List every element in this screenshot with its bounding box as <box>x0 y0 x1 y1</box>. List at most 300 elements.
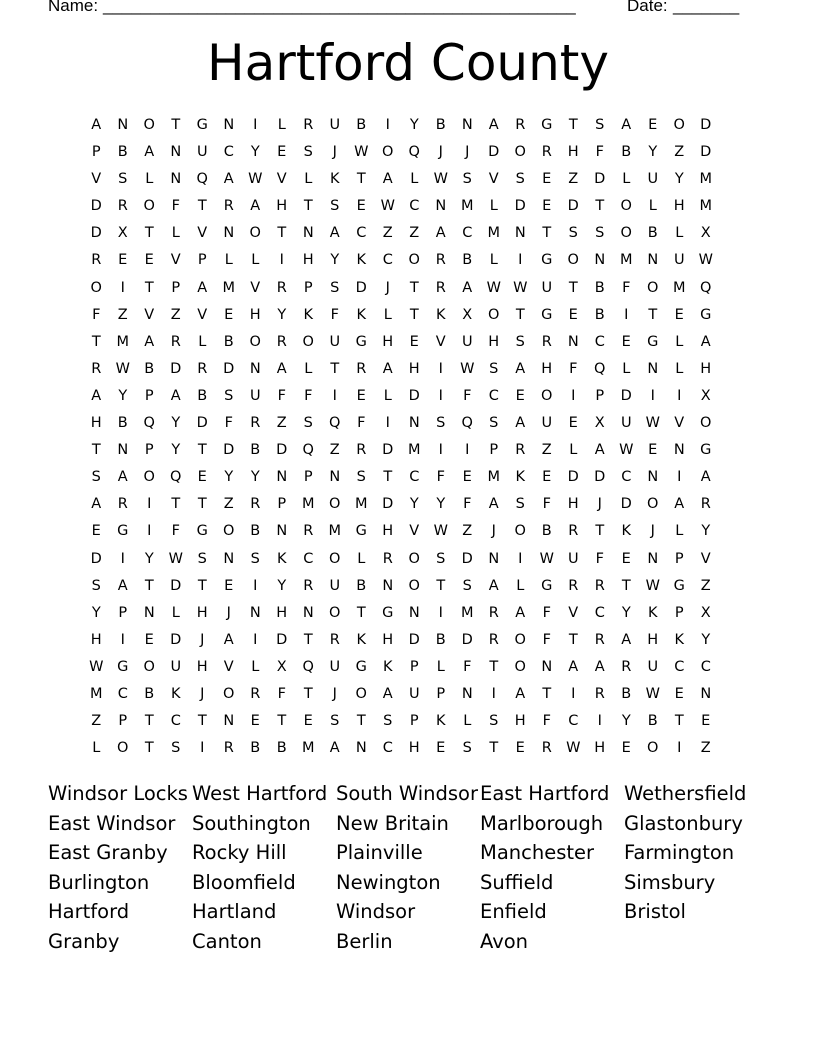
grid-letter[interactable]: Q <box>594 360 606 377</box>
grid-letter[interactable]: F <box>277 387 286 404</box>
grid-letter[interactable]: E <box>648 117 658 133</box>
grid-letter[interactable]: M <box>460 604 474 621</box>
grid-letter[interactable]: A <box>91 117 102 133</box>
grid-letter[interactable]: T <box>171 496 181 513</box>
grid-letter[interactable]: Y <box>674 171 684 188</box>
grid-letter[interactable]: S <box>489 713 499 730</box>
grid-letter[interactable]: H <box>514 713 526 730</box>
grid-letter[interactable]: R <box>250 415 261 432</box>
grid-letter[interactable]: I <box>332 387 337 404</box>
grid-letter[interactable]: H <box>382 333 394 350</box>
grid-letter[interactable]: M <box>487 469 500 486</box>
grid-letter[interactable]: L <box>675 225 684 242</box>
grid-letter[interactable]: T <box>277 713 287 730</box>
grid-letter[interactable]: R <box>117 496 128 513</box>
grid-letter[interactable]: E <box>542 198 552 215</box>
grid-letter[interactable]: Y <box>144 550 154 567</box>
grid-letter[interactable]: Q <box>196 171 208 188</box>
grid-letter[interactable]: J <box>332 685 337 702</box>
grid-letter[interactable]: Z <box>700 577 711 594</box>
grid-letter[interactable]: R <box>382 550 393 567</box>
grid-letter[interactable]: D <box>90 550 102 567</box>
grid-letter[interactable]: Y <box>409 117 419 133</box>
grid-letter[interactable]: N <box>249 604 261 621</box>
grid-letter[interactable]: O <box>673 117 685 133</box>
grid-letter[interactable]: O <box>541 387 553 404</box>
grid-letter[interactable]: N <box>223 117 235 133</box>
grid-letter[interactable]: H <box>647 631 659 648</box>
grid-letter[interactable]: R <box>488 604 499 621</box>
grid-letter[interactable]: N <box>647 360 659 377</box>
grid-letter[interactable]: I <box>465 442 470 459</box>
grid-letter[interactable]: K <box>356 631 366 648</box>
grid-letter[interactable]: E <box>197 469 207 486</box>
grid-letter[interactable]: V <box>197 225 208 242</box>
grid-letter[interactable]: I <box>253 117 258 133</box>
grid-letter[interactable]: I <box>253 631 258 648</box>
grid-letter[interactable]: U <box>461 333 473 350</box>
grid-letter[interactable]: X <box>276 658 287 675</box>
grid-letter[interactable]: L <box>304 171 313 188</box>
grid-letter[interactable]: L <box>436 658 445 675</box>
grid-letter[interactable]: C <box>594 333 605 350</box>
grid-letter[interactable]: K <box>382 658 393 675</box>
grid-letter[interactable]: Y <box>224 469 234 486</box>
grid-letter[interactable]: S <box>515 496 525 513</box>
grid-letter[interactable]: J <box>597 496 602 513</box>
grid-letter[interactable]: U <box>408 685 420 702</box>
grid-letter[interactable]: S <box>515 333 525 350</box>
grid-letter[interactable]: I <box>677 469 682 486</box>
grid-letter[interactable]: K <box>621 523 631 540</box>
grid-letter[interactable]: B <box>356 117 367 133</box>
grid-letter[interactable]: S <box>383 713 393 730</box>
grid-letter[interactable]: A <box>250 198 261 215</box>
grid-letter[interactable]: D <box>382 496 394 513</box>
grid-letter[interactable]: Y <box>701 631 711 648</box>
grid-letter[interactable]: O <box>143 117 155 133</box>
grid-letter[interactable]: S <box>356 469 366 486</box>
grid-letter[interactable]: D <box>567 198 579 215</box>
grid-letter[interactable]: R <box>541 144 552 161</box>
grid-letter[interactable]: D <box>700 144 712 161</box>
grid-letter[interactable]: E <box>568 415 578 432</box>
grid-letter[interactable]: I <box>597 713 602 730</box>
grid-letter[interactable]: A <box>197 279 208 296</box>
grid-letter[interactable]: F <box>542 604 551 621</box>
grid-letter[interactable]: E <box>250 713 260 730</box>
grid-letter[interactable]: A <box>91 387 102 404</box>
grid-letter[interactable]: O <box>329 550 341 567</box>
grid-letter[interactable]: B <box>594 306 605 323</box>
grid-letter[interactable]: G <box>196 117 208 133</box>
grid-letter[interactable]: H <box>408 360 420 377</box>
grid-letter[interactable]: U <box>541 415 553 432</box>
grid-letter[interactable]: K <box>647 604 658 621</box>
grid-letter[interactable]: H <box>196 604 208 621</box>
grid-letter[interactable]: M <box>487 225 500 242</box>
grid-letter[interactable]: M <box>699 198 712 215</box>
grid-letter[interactable]: I <box>491 685 496 702</box>
grid-letter[interactable]: H <box>594 740 606 757</box>
grid-letter[interactable]: V <box>674 415 685 432</box>
grid-letter[interactable]: W <box>645 415 660 432</box>
grid-letter[interactable]: F <box>622 279 631 296</box>
grid-letter[interactable]: E <box>701 713 711 730</box>
grid-letter[interactable]: X <box>594 415 605 432</box>
grid-letter[interactable]: G <box>117 658 129 675</box>
grid-letter[interactable]: F <box>436 469 445 486</box>
grid-letter[interactable]: U <box>673 252 685 269</box>
grid-letter[interactable]: T <box>197 713 207 730</box>
grid-letter[interactable]: A <box>594 442 605 459</box>
grid-letter[interactable]: N <box>302 225 314 242</box>
grid-letter[interactable]: O <box>647 279 659 296</box>
grid-letter[interactable]: W <box>566 740 581 757</box>
grid-letter[interactable]: N <box>567 333 579 350</box>
grid-letter[interactable]: O <box>90 279 102 296</box>
grid-letter[interactable]: O <box>567 252 579 269</box>
grid-letter[interactable]: O <box>647 740 659 757</box>
grid-letter[interactable]: N <box>223 550 235 567</box>
grid-letter[interactable]: L <box>516 577 525 594</box>
grid-letter[interactable]: N <box>647 469 659 486</box>
grid-letter[interactable]: B <box>144 685 155 702</box>
grid-letter[interactable]: T <box>91 442 101 459</box>
grid-letter[interactable]: I <box>677 387 682 404</box>
grid-letter[interactable]: V <box>488 171 499 188</box>
grid-letter[interactable]: X <box>700 225 711 242</box>
grid-letter[interactable]: D <box>620 496 632 513</box>
grid-letter[interactable]: R <box>223 740 234 757</box>
grid-letter[interactable]: B <box>144 360 155 377</box>
grid-letter[interactable]: R <box>117 198 128 215</box>
grid-letter[interactable]: R <box>594 631 605 648</box>
grid-letter[interactable]: D <box>461 550 473 567</box>
grid-letter[interactable]: S <box>330 279 340 296</box>
grid-letter[interactable]: P <box>277 496 287 513</box>
grid-letter[interactable]: C <box>674 658 685 675</box>
grid-letter[interactable]: G <box>541 577 553 594</box>
grid-letter[interactable]: H <box>249 306 261 323</box>
grid-letter[interactable]: P <box>118 604 128 621</box>
grid-letter[interactable]: P <box>303 279 313 296</box>
grid-letter[interactable]: M <box>619 252 633 269</box>
grid-letter[interactable]: T <box>356 713 366 730</box>
grid-letter[interactable]: B <box>356 577 367 594</box>
grid-letter[interactable]: G <box>700 442 712 459</box>
grid-letter[interactable]: C <box>409 198 420 215</box>
grid-letter[interactable]: G <box>541 117 553 133</box>
grid-letter[interactable]: L <box>489 198 498 215</box>
grid-letter[interactable]: X <box>700 604 711 621</box>
name-field[interactable]: __________________________________________________ <box>103 0 576 15</box>
grid-letter[interactable]: C <box>382 252 393 269</box>
grid-letter[interactable]: L <box>277 117 286 133</box>
grid-letter[interactable]: E <box>118 252 128 269</box>
grid-letter[interactable]: B <box>462 252 473 269</box>
grid-letter[interactable]: E <box>409 333 419 350</box>
grid-letter[interactable]: V <box>197 306 208 323</box>
grid-letter[interactable]: F <box>463 387 472 404</box>
grid-letter[interactable]: Y <box>118 387 128 404</box>
grid-letter[interactable]: B <box>621 685 632 702</box>
grid-letter[interactable]: D <box>223 442 235 459</box>
grid-letter[interactable]: Y <box>330 252 340 269</box>
grid-letter[interactable]: E <box>621 740 631 757</box>
grid-letter[interactable]: F <box>463 658 472 675</box>
grid-letter[interactable]: R <box>621 658 632 675</box>
grid-letter[interactable]: O <box>143 658 155 675</box>
grid-letter[interactable]: W <box>486 279 501 296</box>
grid-letter[interactable]: W <box>248 171 263 188</box>
grid-letter[interactable]: T <box>171 117 181 133</box>
grid-letter[interactable]: F <box>277 685 286 702</box>
grid-letter[interactable]: S <box>197 550 207 567</box>
grid-letter[interactable]: N <box>647 550 659 567</box>
grid-letter[interactable]: O <box>620 225 632 242</box>
grid-letter[interactable]: W <box>115 360 130 377</box>
grid-letter[interactable]: A <box>488 117 499 133</box>
grid-letter[interactable]: I <box>385 415 390 432</box>
grid-letter[interactable]: F <box>224 415 233 432</box>
grid-letter[interactable]: V <box>170 252 181 269</box>
grid-letter[interactable]: D <box>170 577 182 594</box>
grid-letter[interactable]: A <box>700 469 711 486</box>
grid-letter[interactable]: I <box>438 604 443 621</box>
grid-letter[interactable]: A <box>435 225 446 242</box>
grid-letter[interactable]: D <box>276 631 288 648</box>
grid-letter[interactable]: R <box>515 117 526 133</box>
grid-letter[interactable]: Y <box>250 144 260 161</box>
grid-letter[interactable]: O <box>223 523 235 540</box>
grid-letter[interactable]: E <box>621 550 631 567</box>
grid-letter[interactable]: T <box>303 685 313 702</box>
grid-letter[interactable]: Q <box>700 279 712 296</box>
grid-letter[interactable]: G <box>673 577 685 594</box>
grid-letter[interactable]: W <box>460 360 475 377</box>
grid-letter[interactable]: I <box>438 360 443 377</box>
grid-letter[interactable]: A <box>594 658 605 675</box>
grid-letter[interactable]: N <box>276 469 288 486</box>
grid-letter[interactable]: A <box>515 685 526 702</box>
grid-letter[interactable]: G <box>382 604 394 621</box>
grid-letter[interactable]: P <box>674 550 684 567</box>
grid-letter[interactable]: J <box>200 631 205 648</box>
grid-letter[interactable]: Y <box>171 442 181 459</box>
grid-letter[interactable]: T <box>409 279 419 296</box>
grid-letter[interactable]: O <box>408 577 420 594</box>
grid-letter[interactable]: E <box>674 306 684 323</box>
grid-letter[interactable]: H <box>700 360 712 377</box>
grid-letter[interactable]: L <box>463 713 472 730</box>
grid-letter[interactable]: Y <box>621 713 631 730</box>
grid-letter[interactable]: J <box>491 523 496 540</box>
grid-letter[interactable]: T <box>91 333 101 350</box>
grid-letter[interactable]: A <box>223 631 234 648</box>
grid-letter[interactable]: R <box>700 496 711 513</box>
grid-letter[interactable]: P <box>409 658 419 675</box>
grid-letter[interactable]: N <box>488 550 500 567</box>
grid-letter[interactable]: Z <box>223 496 234 513</box>
grid-letter[interactable]: L <box>410 171 419 188</box>
grid-letter[interactable]: T <box>303 198 313 215</box>
grid-letter[interactable]: Z <box>276 415 287 432</box>
grid-letter[interactable]: R <box>488 631 499 648</box>
grid-letter[interactable]: U <box>541 279 553 296</box>
grid-letter[interactable]: I <box>624 306 629 323</box>
grid-letter[interactable]: B <box>250 523 261 540</box>
grid-letter[interactable]: A <box>488 577 499 594</box>
grid-letter[interactable]: R <box>329 631 340 648</box>
grid-letter[interactable]: S <box>436 550 446 567</box>
grid-letter[interactable]: T <box>356 604 366 621</box>
grid-letter[interactable]: Q <box>302 442 314 459</box>
grid-letter[interactable]: A <box>276 360 287 377</box>
grid-letter[interactable]: V <box>91 171 102 188</box>
grid-letter[interactable]: O <box>514 144 526 161</box>
grid-letter[interactable]: D <box>620 387 632 404</box>
grid-letter[interactable]: P <box>409 713 419 730</box>
grid-letter[interactable]: I <box>120 550 125 567</box>
grid-letter[interactable]: W <box>698 252 713 269</box>
grid-letter[interactable]: M <box>354 496 368 513</box>
grid-letter[interactable]: Z <box>382 225 393 242</box>
grid-letter[interactable]: L <box>198 333 207 350</box>
grid-letter[interactable]: A <box>674 496 685 513</box>
grid-letter[interactable]: I <box>571 387 576 404</box>
grid-letter[interactable]: S <box>118 171 128 188</box>
grid-letter[interactable]: T <box>197 198 207 215</box>
grid-letter[interactable]: C <box>223 144 234 161</box>
grid-letter[interactable]: Q <box>329 415 341 432</box>
grid-letter[interactable]: K <box>329 171 340 188</box>
grid-letter[interactable]: Z <box>329 442 340 459</box>
grid-letter[interactable]: O <box>700 415 712 432</box>
grid-letter[interactable]: S <box>489 415 499 432</box>
grid-letter[interactable]: A <box>170 387 181 404</box>
grid-letter[interactable]: I <box>518 252 523 269</box>
grid-letter[interactable]: R <box>91 360 102 377</box>
grid-letter[interactable]: D <box>382 442 394 459</box>
grid-letter[interactable]: M <box>699 171 712 188</box>
grid-letter[interactable]: I <box>385 117 390 133</box>
grid-letter[interactable]: B <box>117 144 128 161</box>
grid-letter[interactable]: L <box>675 360 684 377</box>
grid-letter[interactable]: G <box>355 658 367 675</box>
grid-letter[interactable]: E <box>462 469 472 486</box>
grid-letter[interactable]: W <box>539 550 554 567</box>
grid-letter[interactable]: H <box>276 198 288 215</box>
grid-letter[interactable]: Z <box>117 306 128 323</box>
grid-letter[interactable]: V <box>409 523 420 540</box>
grid-letter[interactable]: L <box>569 442 578 459</box>
grid-letter[interactable]: T <box>144 713 154 730</box>
grid-letter[interactable]: N <box>223 225 235 242</box>
grid-letter[interactable]: M <box>116 333 129 350</box>
grid-letter[interactable]: P <box>171 279 181 296</box>
grid-letter[interactable]: W <box>619 442 634 459</box>
grid-letter[interactable]: T <box>383 469 393 486</box>
grid-letter[interactable]: O <box>117 740 129 757</box>
grid-letter[interactable]: C <box>488 387 499 404</box>
grid-letter[interactable]: W <box>380 198 395 215</box>
grid-letter[interactable]: T <box>542 225 552 242</box>
grid-letter[interactable]: M <box>672 279 686 296</box>
grid-letter[interactable]: U <box>329 333 341 350</box>
grid-letter[interactable]: O <box>302 333 314 350</box>
grid-letter[interactable]: N <box>647 252 659 269</box>
grid-letter[interactable]: U <box>620 415 632 432</box>
grid-letter[interactable]: N <box>435 198 447 215</box>
grid-letter[interactable]: K <box>303 306 313 323</box>
grid-letter[interactable]: W <box>513 279 528 296</box>
grid-letter[interactable]: Q <box>143 415 155 432</box>
grid-letter[interactable]: B <box>621 144 632 161</box>
grid-letter[interactable]: E <box>515 740 525 757</box>
grid-letter[interactable]: S <box>595 225 605 242</box>
grid-letter[interactable]: G <box>541 252 553 269</box>
grid-letter[interactable]: M <box>407 442 421 459</box>
grid-letter[interactable]: T <box>144 225 154 242</box>
grid-letter[interactable]: X <box>700 387 711 404</box>
grid-letter[interactable]: N <box>117 117 129 133</box>
grid-letter[interactable]: N <box>461 685 473 702</box>
grid-letter[interactable]: R <box>435 252 446 269</box>
grid-letter[interactable]: R <box>435 279 446 296</box>
grid-letter[interactable]: A <box>329 225 340 242</box>
grid-letter[interactable]: R <box>356 442 367 459</box>
grid-letter[interactable]: U <box>567 550 579 567</box>
grid-letter[interactable]: D <box>594 469 606 486</box>
grid-letter[interactable]: T <box>595 523 605 540</box>
grid-letter[interactable]: A <box>91 496 102 513</box>
grid-letter[interactable]: D <box>170 631 182 648</box>
grid-letter[interactable]: A <box>329 740 340 757</box>
grid-letter[interactable]: G <box>196 523 208 540</box>
grid-letter[interactable]: C <box>117 685 128 702</box>
grid-letter[interactable]: B <box>541 523 552 540</box>
grid-letter[interactable]: S <box>330 198 340 215</box>
grid-letter[interactable]: C <box>594 604 605 621</box>
grid-letter[interactable]: W <box>645 685 660 702</box>
grid-letter[interactable]: Y <box>171 415 181 432</box>
grid-letter[interactable]: N <box>408 415 420 432</box>
grid-letter[interactable]: A <box>515 604 526 621</box>
grid-letter[interactable]: J <box>200 685 205 702</box>
grid-letter[interactable]: R <box>91 252 102 269</box>
grid-letter[interactable]: O <box>249 225 261 242</box>
grid-letter[interactable]: C <box>700 658 711 675</box>
grid-letter[interactable]: N <box>700 685 712 702</box>
grid-letter[interactable]: L <box>489 252 498 269</box>
grid-letter[interactable]: S <box>91 469 101 486</box>
grid-letter[interactable]: K <box>170 685 181 702</box>
grid-letter[interactable]: T <box>409 306 419 323</box>
grid-letter[interactable]: U <box>329 117 341 133</box>
grid-letter[interactable]: J <box>465 144 470 161</box>
grid-letter[interactable]: T <box>568 279 578 296</box>
grid-letter[interactable]: G <box>647 333 659 350</box>
grid-letter[interactable]: R <box>594 685 605 702</box>
grid-letter[interactable]: V <box>276 171 287 188</box>
grid-letter[interactable]: C <box>462 225 473 242</box>
grid-letter[interactable]: K <box>435 713 446 730</box>
grid-letter[interactable]: O <box>514 658 526 675</box>
grid-letter[interactable]: P <box>197 252 207 269</box>
grid-letter[interactable]: O <box>647 496 659 513</box>
grid-letter[interactable]: F <box>463 496 472 513</box>
